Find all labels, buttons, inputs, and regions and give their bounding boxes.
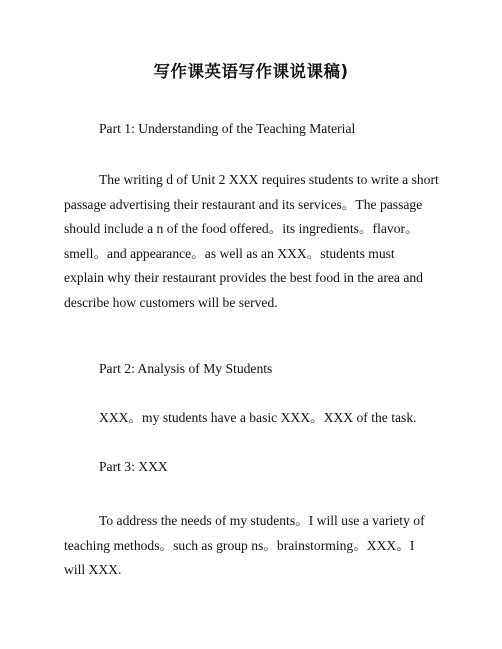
paragraph-line: The writing d of Unit 2 XXX requires students to write a short (99, 172, 439, 187)
paragraph-line: To address the needs of my students。I will use a variety of (99, 513, 425, 528)
section-heading-part-2: Part 2: Analysis of My Students (99, 361, 273, 376)
paragraph-line: XXX。my students have a basic XXX。XXX of the task. (99, 410, 417, 425)
section-paragraph-part-3 (64, 509, 436, 583)
paragraph-line: passage advertising their restaurant and its services。The passage (64, 196, 423, 212)
paragraph-line: should include a n of the food offered。its ingredients。flavor。 (64, 221, 419, 236)
section-paragraph-part-1 (64, 168, 439, 315)
paragraph-line: describe how customers will be served. (64, 294, 278, 310)
section-paragraph-part-2 (64, 406, 436, 431)
document-title: 写作课英语写作课说课稿) (153, 62, 349, 81)
paragraph-line: explain why their restaurant provides the best food in the area and (64, 270, 423, 285)
paragraph-line: will XXX. (64, 562, 122, 577)
paragraph-line: smell。and appearance。as well as an XXX。students must (64, 245, 395, 261)
paragraph-line: teaching methods。such as group ns。brainstorming。XXX。I (64, 537, 415, 553)
section-heading-part-1: Part 1: Understanding of the Teaching Material (99, 121, 356, 136)
section-heading-part-3: Part 3: XXX (99, 459, 168, 474)
